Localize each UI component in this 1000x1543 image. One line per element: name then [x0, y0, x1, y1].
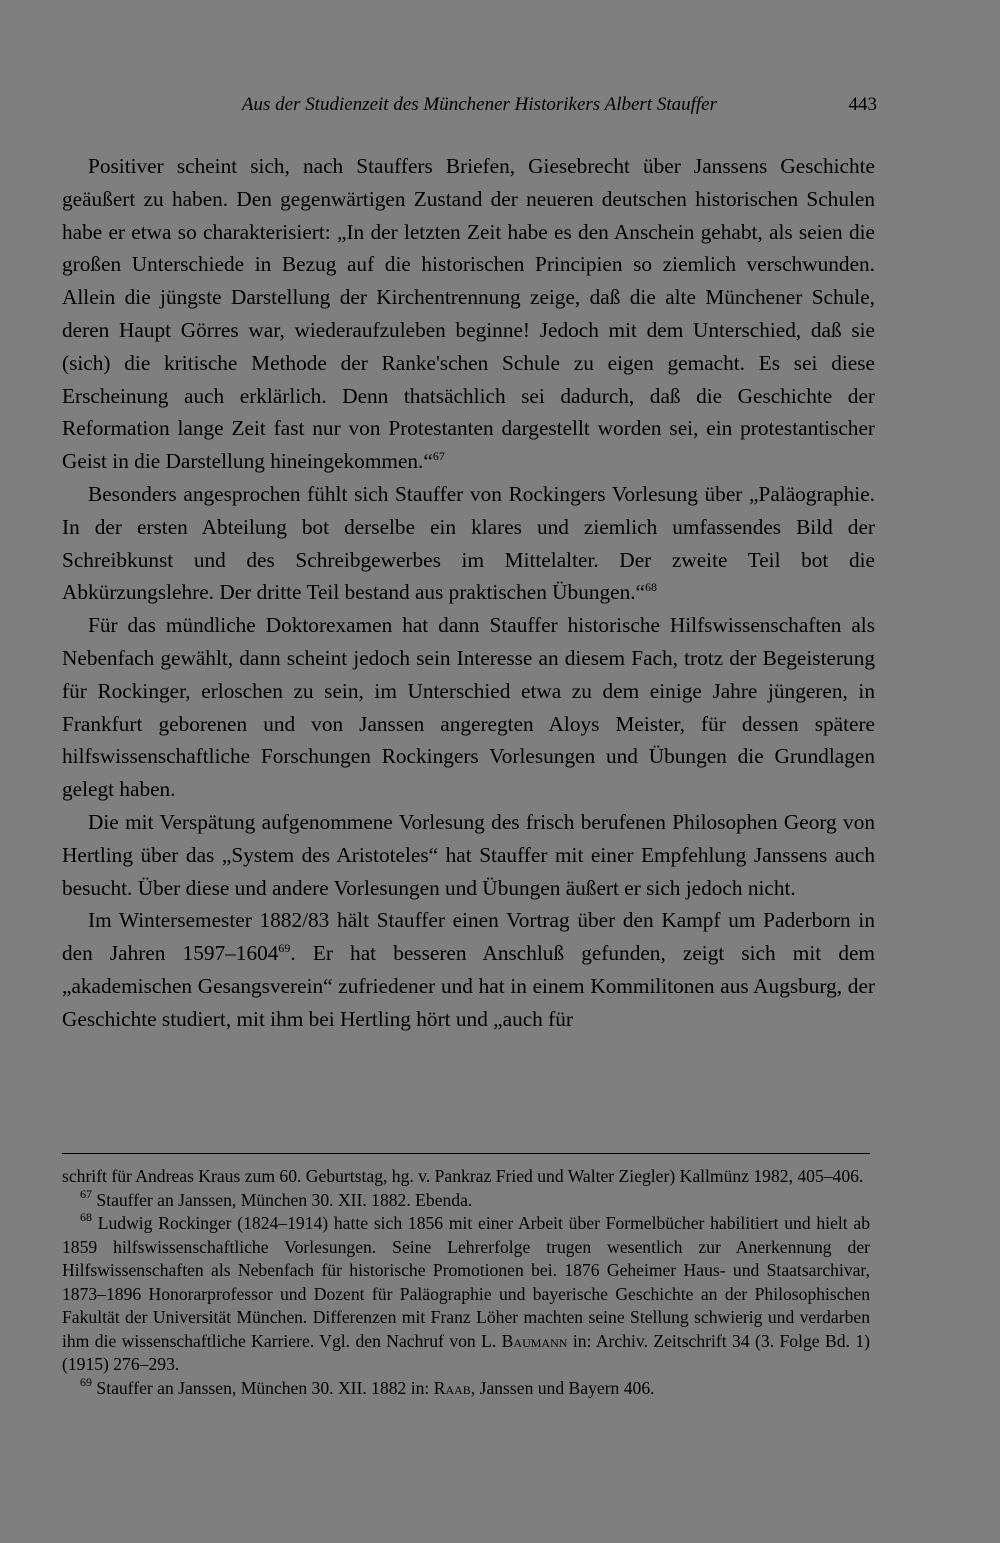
footnote-number: 68 [80, 1210, 92, 1224]
footnote-rule [62, 1153, 870, 1154]
paragraph-text: Positiver scheint sich, nach Stauffers Briefen, Giesebrecht über Janssens Geschichte geäußert zu haben. Den gegenwärtigen Zustand der neueren deutschen historischen Schulen habe er etwa so charakterisiert: „In der letzten Zeit habe es den Anschein gehabt, als seien die großen Unterschiede in Bezug auf die historischen Principien so ziemlich verschwunden. Allein die jüngste Darstellung der Kirchentrennung zeige, daß die alte Münchener Schule, deren Haupt Görres war, wiederaufzuleben beginne! Jedoch mit dem Unterschied, daß sie (sich) die kritische Methode der Ranke'schen Schule zu eigen gemacht. Es sei diese Erscheinung auch erklärlich. Denn thatsächlich sei dadurch, daß die Geschichte der Reformation lange Zeit fast nur von Protestanten dargestellt worden sei, ein protestantischer Geist in die Darstellung hineingekommen.“ [62, 154, 875, 474]
paragraph-1 [62, 150, 875, 478]
paragraph-text: . Er hat besseren Anschluß gefunden, zeigt sich mit dem „akademischen Gesangsverein“ zufriedener und hat in einem Kommilitonen aus Augsburg, der Geschichte studiert, mit ihm bei Hertling hört und „auch für [62, 941, 875, 1031]
footnote-ref-67: 67 [432, 449, 445, 464]
main-text [62, 150, 875, 1036]
paragraph-text: Im Wintersemester 1882/83 hält Stauffer einen Vortrag über den Kampf um Paderborn in den Jahren 1597–1604 [62, 908, 875, 966]
footnote-text: Ludwig Rockinger (1824–1914) hatte sich 1856 mit einer Arbeit über Formelbücher habilitiert und hielt ab 1859 hilfswissenschaftliche Vorlesungen. Seine Lehrerfolge trugen wesentlich zur Anerkennung der Hilfswissenschaften als Nebenfach für historische Promotionen bei. 1876 Geheimer Haus- und Staatsarchivar, 1873–1896 Honorarprofessor und Dozent für Paläographie und bayerische Geschichte an der Philosophischen Fakultät der Universität München. Differenzen mit Franz Löher machten seine Stellung schwierig und verdarben ihm die wissenschaftliche Karriere. Vgl. den Nachruf von L. [62, 1213, 870, 1351]
footnote-68 [62, 1212, 870, 1377]
footnote-number: 67 [80, 1186, 92, 1201]
footnote-text: Stauffer an Janssen, München 30. XII. 1882 in: [96, 1377, 434, 1398]
paragraph-4 [62, 806, 875, 904]
footnote-ref-68: 68 [645, 580, 658, 595]
cited-author: Baumann [501, 1330, 568, 1351]
paragraph-text: Die mit Verspätung aufgenommene Vorlesung des frisch berufenen Philosophen Georg von Hertling über das „System des Aristoteles“ hat Stauffer mit einer Empfehlung Janssens auch besucht. Über diese und andere Vorlesungen und Übungen äußert er sich jedoch nicht. [62, 809, 875, 900]
paragraph-text: Für das mündliche Doktorexamen hat dann Stauffer historische Hilfswissenschaften als Nebenfach gewählt, dann scheint jedoch sein Interesse an diesem Fach, trotz der Begeisterung für Rockinger, erloschen zu sein, im Unterschied etwa zu dem einige Jahre jüngeren, in Frankfurt geborenen und von Janssen angeregten Aloys Meister, für dessen spätere hilfswissenschaftliche Forschungen Rockingers Vorlesungen und Übungen die Grundlagen gelegt haben. [62, 613, 875, 802]
page-number: 443 [848, 94, 877, 115]
cited-author: Raab [433, 1377, 471, 1398]
running-title: Aus der Studienzeit des Münchener Historikers Albert Stauffer [241, 94, 717, 115]
footnote-69 [62, 1374, 870, 1401]
paragraph-text: Besonders angesprochen fühlt sich Stauffer von Rockingers Vorlesung über „Paläographie. In der ersten Abteilung bot derselbe ein klares und ziemlich umfassendes Bild der Schreibkunst und des Schreibgewerbes im Mittelalter. Der zweite Teil bot die Abkürzungslehre. Der dritte Teil bestand aus praktischen Übungen.“ [62, 481, 875, 605]
footnote-ref-69: 69 [278, 941, 291, 956]
paragraph-5 [62, 904, 875, 1035]
page-header [62, 88, 877, 124]
footnote-continuation: schrift für Andreas Kraus zum 60. Geburtstag, hg. v. Pankraz Fried und Walter Ziegler) Kallmünz 1982, 405–406. [62, 1166, 864, 1186]
paragraph-2 [62, 478, 875, 609]
paragraph-3 [62, 609, 875, 806]
footnotes [62, 1165, 870, 1400]
footnote-text: Stauffer an Janssen, München 30. XII. 1882. Ebenda. [96, 1189, 473, 1210]
footnote-67 [62, 1186, 870, 1213]
footnote-number: 69 [80, 1374, 92, 1389]
footnote-text: , Janssen und Bayern 406. [470, 1377, 655, 1398]
footnote-text: in: Archiv. Zeitschrift 34 (3. Folge Bd. 1) (1915) 276–293. [62, 1330, 870, 1374]
